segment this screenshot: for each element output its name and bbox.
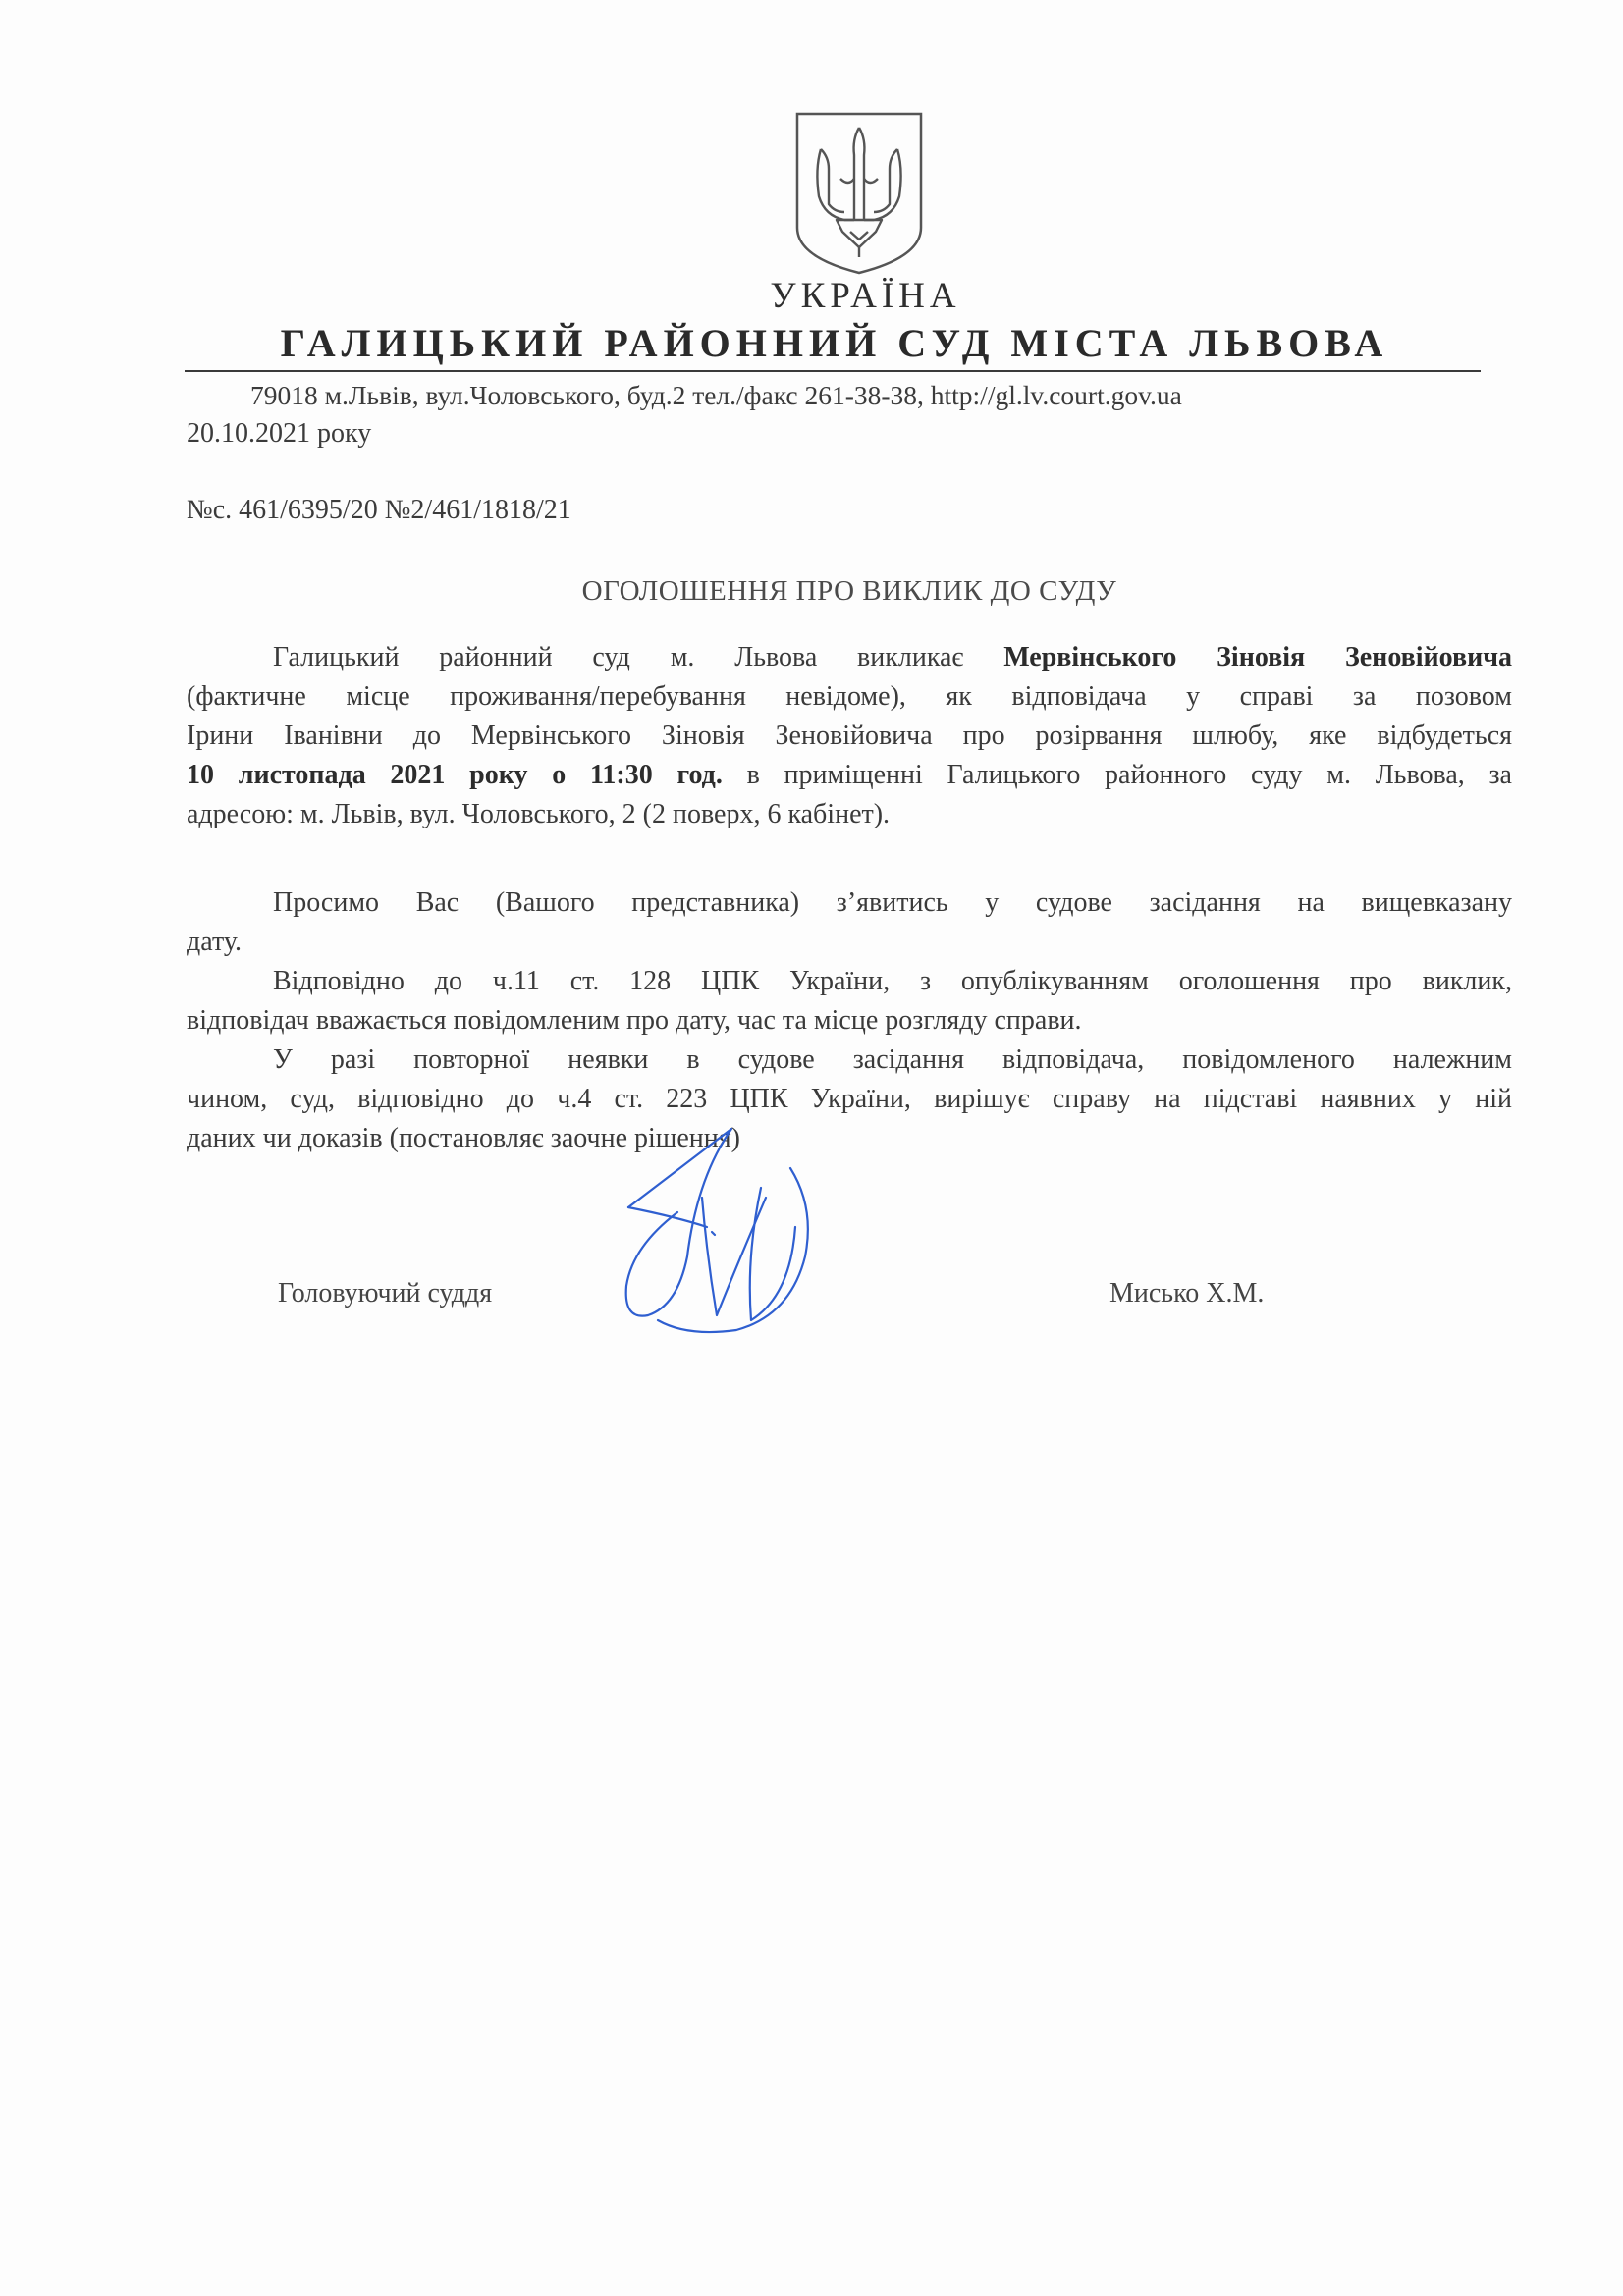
paragraph-line: відповідач вважається повідомленим про дату, час та місце розгляду справи. xyxy=(187,1005,1082,1036)
judge-name: Мисько Х.М. xyxy=(1109,1278,1265,1308)
judge-signature xyxy=(619,1119,844,1355)
defendant-name: Мервінського Зіновія Зеновійовича xyxy=(1003,642,1512,672)
court-name: ГАЛИЦЬКИЙ РАЙОННИЙ СУД МІСТА ЛЬВОВА xyxy=(280,321,1389,365)
paragraph-line: даних чи доказів (постановляє заочне рішення) xyxy=(187,1123,740,1153)
judge-title: Головуючий суддя xyxy=(278,1278,493,1308)
paragraph-line xyxy=(187,756,1512,795)
notice-paragraph-summons xyxy=(187,638,1512,834)
paragraph-line: дату. xyxy=(187,927,243,957)
paragraph-line xyxy=(187,638,1512,677)
paragraph-line: (фактичне місце проживання/перебування невідоме), як відповідача у справі за позовом xyxy=(187,681,1512,712)
court-address: 79018 м.Львів, вул.Чоловського, буд.2 тел./факс 261-38-38, http://gl.lv.court.gov.ua xyxy=(250,380,1182,410)
notice-paragraph-default-judgment xyxy=(187,1041,1512,1158)
paragraph-line: Ірини Іванівни до Мервінського Зіновія Зеновійовича про розірвання шлюбу, яке відбудеться xyxy=(187,721,1512,751)
ukraine-trident-icon xyxy=(793,110,925,277)
document-date: 20.10.2021 року xyxy=(187,418,372,449)
notice-paragraph-request xyxy=(187,883,1512,962)
hearing-datetime: 10 листопада 2021 року о 11:30 год. xyxy=(187,760,723,790)
notice-title: ОГОЛОШЕННЯ ПРО ВИКЛИК ДО СУДУ xyxy=(581,575,1117,607)
paragraph-line: Просимо Вас (Вашого представника) з’явитись у судове засідання на вищевказану xyxy=(273,887,1512,918)
hearing-place-text: в приміщенні Галицького районного суду м. Львова, за xyxy=(722,760,1512,790)
header-divider xyxy=(185,370,1481,372)
paragraph-line: Відповідно до ч.11 ст. 128 ЦПК України, з опублікуванням оголошення про виклик, xyxy=(273,966,1512,996)
country-name: УКРАЇНА xyxy=(770,276,961,316)
paragraph-line: чином, суд, відповідно до ч.4 ст. 223 ЦПК України, вирішує справу на підставі наявних у ній xyxy=(187,1084,1512,1114)
paragraph-line: адресою: м. Львів, вул. Чоловського, 2 (2 поверх, 6 кабінет). xyxy=(187,799,891,829)
notice-paragraph-legal-basis xyxy=(187,962,1512,1041)
case-numbers: №с. 461/6395/20 №2/461/1818/21 xyxy=(187,495,571,525)
summons-text: Галицький районний суд м. Львова викликає xyxy=(273,642,1004,672)
paragraph-line: У разі повторної неявки в судове засідання відповідача, повідомленого належним xyxy=(273,1044,1512,1075)
